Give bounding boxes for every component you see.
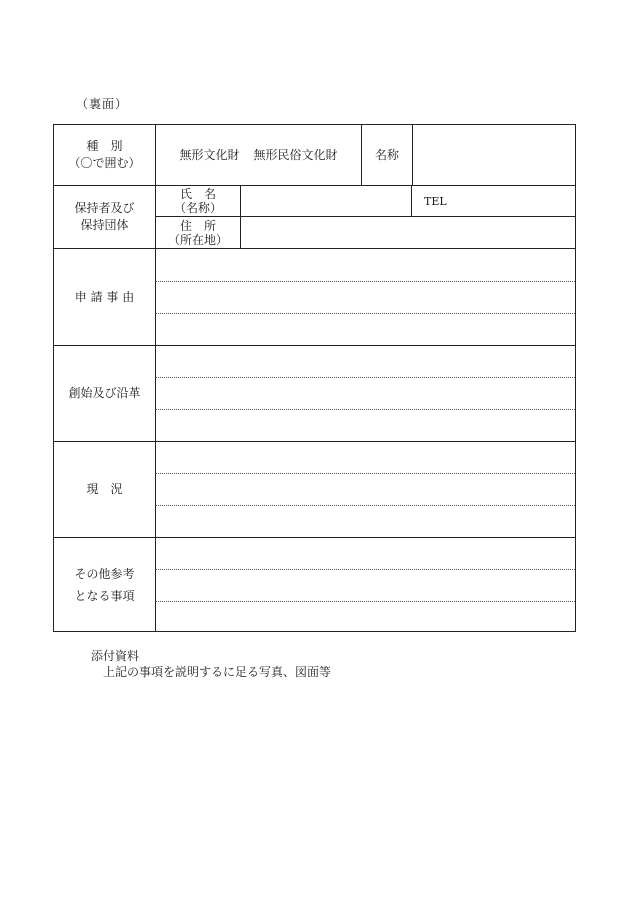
type-options[interactable] xyxy=(156,125,361,185)
option-intangible-cultural-property[interactable]: 無形文化財 xyxy=(179,147,240,162)
tel-label: TEL xyxy=(424,194,447,208)
section-history-label: 創始及び沿革 xyxy=(68,386,141,400)
holder-address-field[interactable] xyxy=(242,217,574,248)
holder-name-label: 氏 名 （名称） xyxy=(173,187,222,215)
section-other-field[interactable] xyxy=(156,538,575,631)
section-status-field[interactable] xyxy=(156,442,575,537)
section-status-label: 現 況 xyxy=(86,482,123,496)
section-other-label: その他参考 となる事項 xyxy=(74,566,135,603)
holder-name-field[interactable] xyxy=(242,186,409,216)
attachments-description: 上記の事項を説明するに足る写真、図面等 xyxy=(103,665,332,679)
option-intangible-folk-cultural-property[interactable]: 無形民俗文化財 xyxy=(253,147,338,162)
holder-inner-divider xyxy=(240,186,241,248)
name-field[interactable] xyxy=(414,125,574,185)
name-label: 名称 xyxy=(374,147,399,162)
tel-field[interactable] xyxy=(464,186,574,216)
attachments-title: 添付資料 xyxy=(91,649,140,663)
holder-label: 保持者及び 保持団体 xyxy=(74,201,135,232)
application-form-back xyxy=(53,124,576,632)
section-history-field[interactable] xyxy=(156,346,575,441)
side-label: （裏面） xyxy=(76,97,129,111)
type-name-divider-2 xyxy=(412,125,413,185)
tel-divider xyxy=(411,186,412,216)
section-reason-label: 申 請 事 由 xyxy=(74,289,135,304)
type-label: 種 別 （〇で囲む） xyxy=(68,139,141,170)
section-reason-field[interactable] xyxy=(156,249,575,345)
holder-address-label: 住 所 （所在地） xyxy=(167,218,228,247)
